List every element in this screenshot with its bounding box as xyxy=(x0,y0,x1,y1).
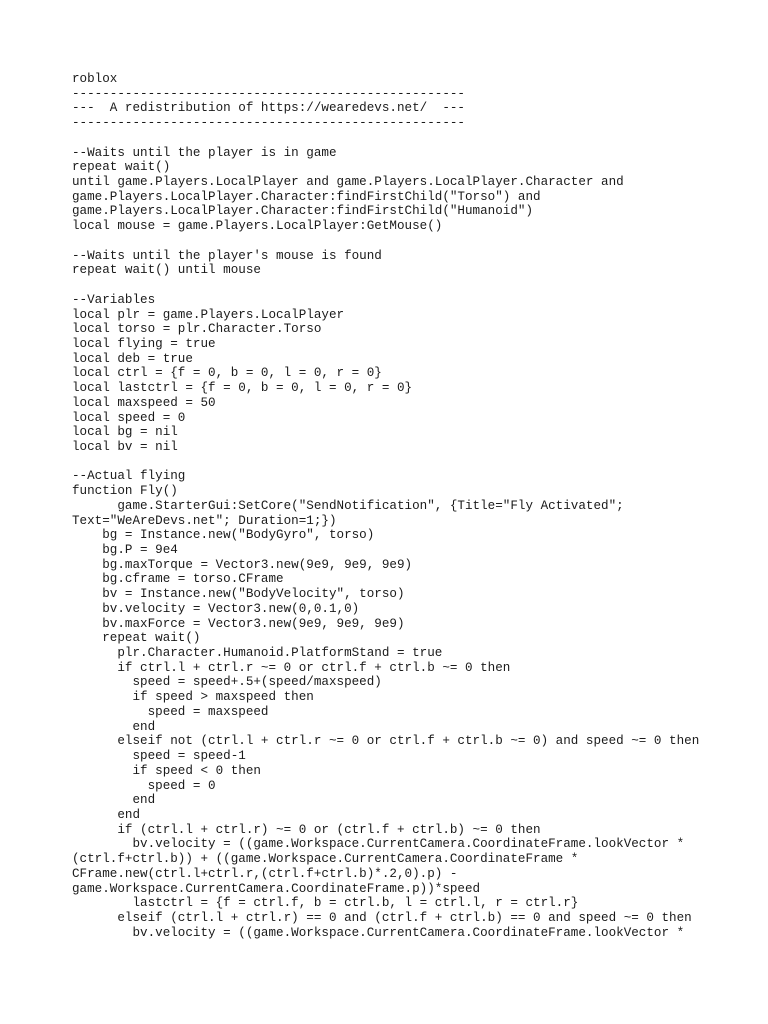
code-line: bv = Instance.new("BodyVelocity", torso) xyxy=(72,587,405,602)
code-line: bv.velocity = Vector3.new(0,0.1,0) xyxy=(72,601,360,616)
code-line: until game.Players.LocalPlayer and game.Players.LocalPlayer.Character and xyxy=(72,175,624,190)
code-line: if (ctrl.l + ctrl.r) ~= 0 or (ctrl.f + ctrl.b) ~= 0 then xyxy=(72,822,541,837)
code-line: local plr = game.Players.LocalPlayer xyxy=(72,307,345,322)
code-line: ---------------------------------------------------- xyxy=(72,86,465,101)
code-line: local speed = 0 xyxy=(72,410,186,425)
code-line: speed = speed+.5+(speed/maxspeed) xyxy=(72,675,382,690)
code-line: bg.P = 9e4 xyxy=(72,543,178,557)
code-line: local mouse = game.Players.LocalPlayer:GetMouse() xyxy=(72,219,443,234)
code-line xyxy=(72,455,699,470)
code-line: game.StarterGui:SetCore("SendNotification", {Title="Fly Activated"; xyxy=(72,498,624,513)
code-line: --Waits until the player's mouse is found xyxy=(72,248,382,263)
code-line: local ctrl = {f = 0, b = 0, l = 0, r = 0} xyxy=(72,366,382,381)
code-line: CFrame.new(ctrl.l+ctrl.r,(ctrl.f+ctrl.b)*.2,0).p) - xyxy=(72,866,458,881)
code-line: speed = speed-1 xyxy=(72,749,246,764)
code-line: plr.Character.Humanoid.PlatformStand = true xyxy=(72,646,443,661)
code-line: Text="WeAreDevs.net"; Duration=1;}) xyxy=(72,513,337,528)
code-line: ---------------------------------------------------- xyxy=(72,116,465,131)
code-line: bv.velocity = ((game.Workspace.CurrentCamera.CoordinateFrame.lookVector * xyxy=(72,925,685,940)
code-line xyxy=(72,131,699,146)
code-line: local torso = plr.Character.Torso xyxy=(72,322,322,337)
code-line: repeat wait() until mouse xyxy=(72,263,261,278)
code-line: local bg = nil xyxy=(72,425,178,440)
code-line: bg.cframe = torso.CFrame xyxy=(72,572,284,587)
code-line: local flying = true xyxy=(72,336,216,351)
code-line: local deb = true xyxy=(72,351,193,366)
code-line: bv.velocity = ((game.Workspace.CurrentCamera.CoordinateFrame.lookVector * xyxy=(72,837,685,852)
code-line: end xyxy=(72,807,141,822)
code-line: --Waits until the player is in game xyxy=(72,145,337,160)
code-line: if speed < 0 then xyxy=(72,763,261,778)
code-line xyxy=(72,234,699,249)
code-text-block xyxy=(72,72,699,940)
code-line: bg.maxTorque = Vector3.new(9e9, 9e9, 9e9) xyxy=(72,557,413,572)
code-line: if speed > maxspeed then xyxy=(72,690,314,705)
code-line: --Variables xyxy=(72,292,156,307)
code-line: lastctrl = {f = ctrl.f, b = ctrl.b, l = ctrl.l, r = ctrl.r} xyxy=(72,896,579,911)
code-line: --Actual flying xyxy=(72,469,186,484)
code-line: game.Players.LocalPlayer.Character:findFirstChild("Humanoid") xyxy=(72,204,534,219)
code-line: local bv = nil xyxy=(72,439,178,454)
code-line: speed = 0 xyxy=(72,778,216,793)
code-line: game.Workspace.CurrentCamera.CoordinateFrame.p))*speed xyxy=(72,881,481,896)
code-line xyxy=(72,278,699,293)
code-line: --- A redistribution of https://wearedevs.net/ --- xyxy=(72,101,465,116)
code-line: bv.maxForce = Vector3.new(9e9, 9e9, 9e9) xyxy=(72,616,405,631)
code-line: end xyxy=(72,719,156,734)
code-line: elseif not (ctrl.l + ctrl.r ~= 0 or ctrl.f + ctrl.b ~= 0) and speed ~= 0 then xyxy=(72,734,700,749)
code-line: end xyxy=(72,793,156,808)
code-line: game.Players.LocalPlayer.Character:findFirstChild("Torso") and xyxy=(72,189,541,204)
code-line: repeat wait() xyxy=(72,160,171,175)
code-line: if ctrl.l + ctrl.r ~= 0 or ctrl.f + ctrl.b ~= 0 then xyxy=(72,660,511,675)
code-line: roblox xyxy=(72,72,118,86)
code-line: speed = maxspeed xyxy=(72,704,269,719)
code-line: local maxspeed = 50 xyxy=(72,395,216,410)
code-line: elseif (ctrl.l + ctrl.r) == 0 and (ctrl.f + ctrl.b) == 0 and speed ~= 0 then xyxy=(72,910,692,925)
code-line: local lastctrl = {f = 0, b = 0, l = 0, r = 0} xyxy=(72,381,413,396)
code-line: function Fly() xyxy=(72,484,178,499)
code-line: (ctrl.f+ctrl.b)) + ((game.Workspace.CurrentCamera.CoordinateFrame * xyxy=(72,852,579,867)
code-line: repeat wait() xyxy=(72,631,201,646)
code-line: bg = Instance.new("BodyGyro", torso) xyxy=(72,528,375,543)
